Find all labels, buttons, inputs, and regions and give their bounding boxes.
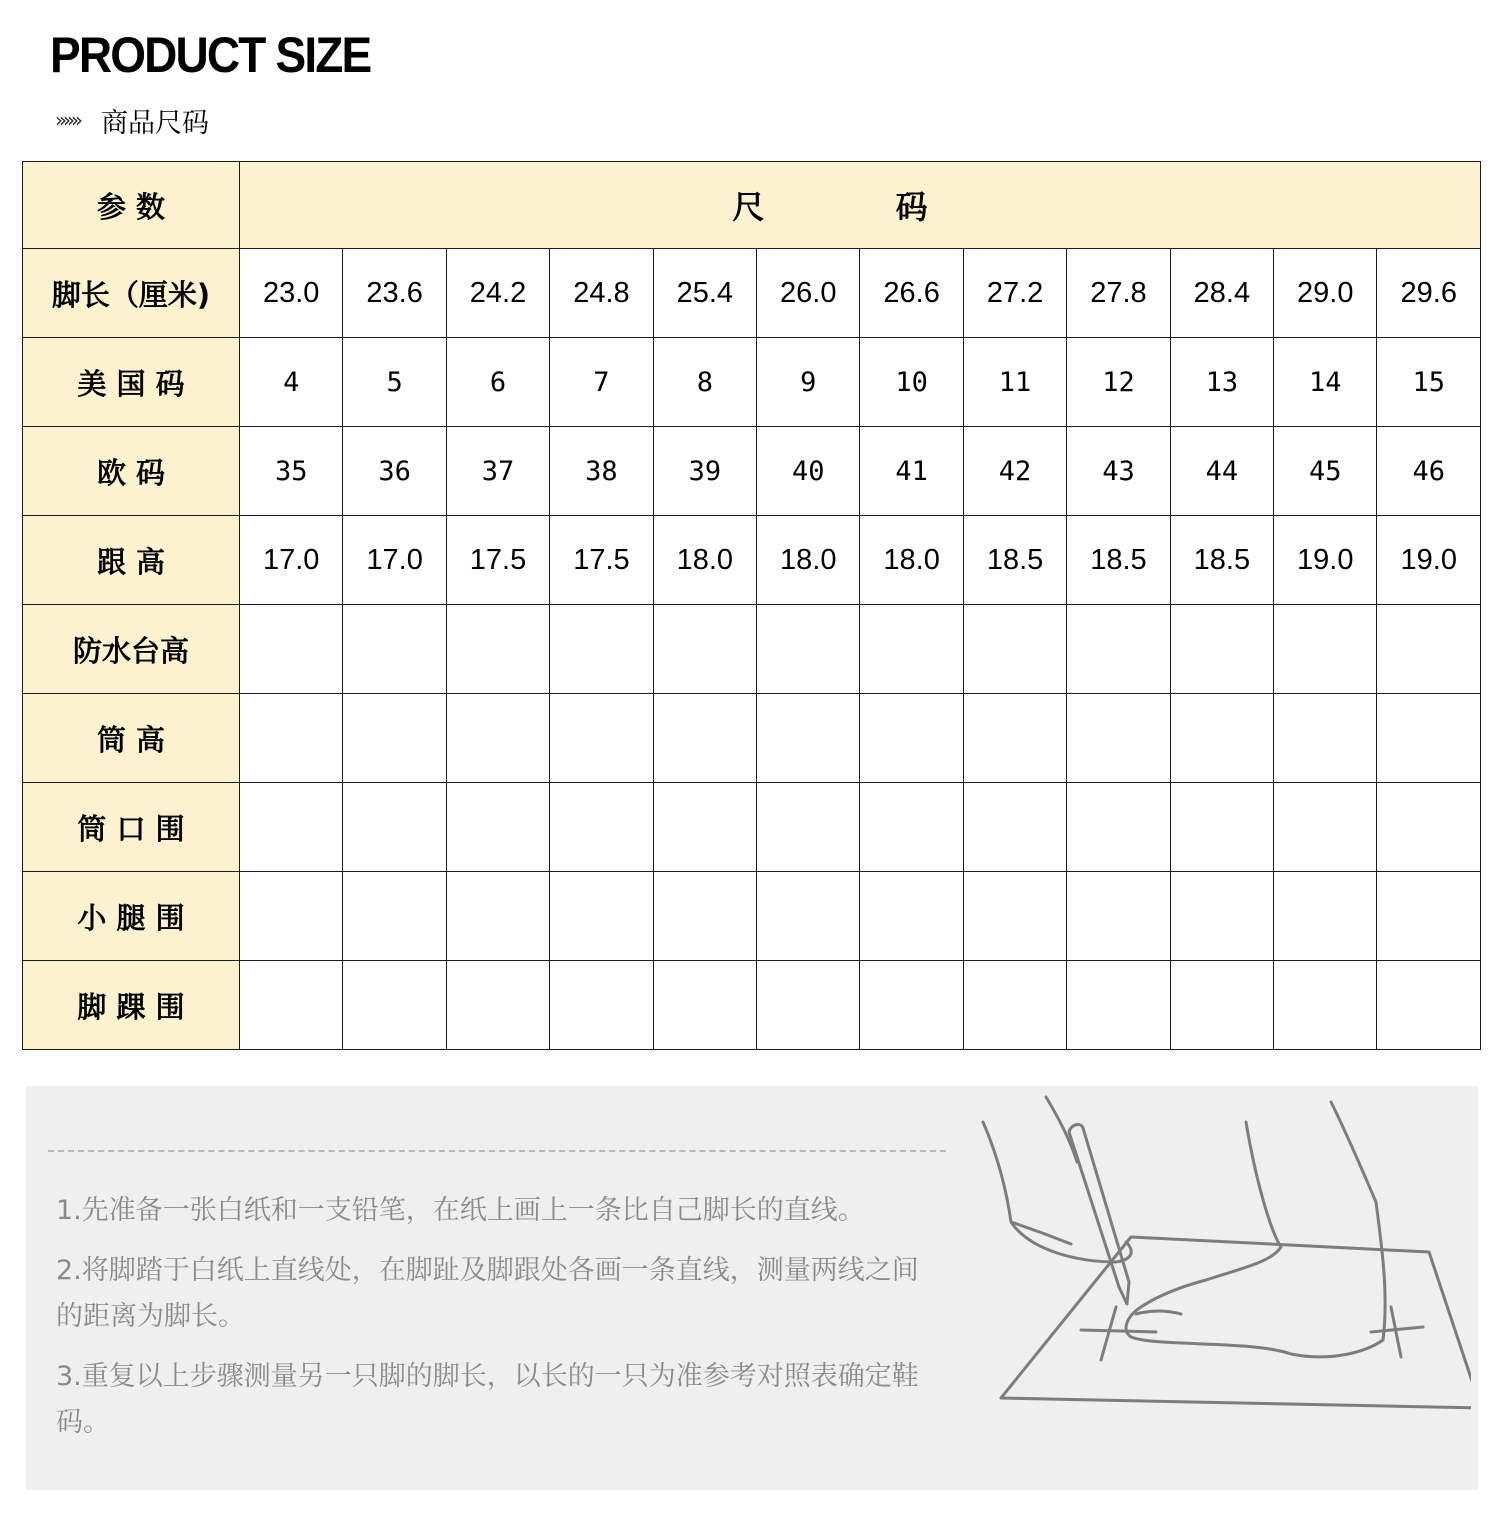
table-cell <box>1170 961 1273 1050</box>
table-row <box>23 783 1481 872</box>
table-cell: 29.0 <box>1274 249 1377 338</box>
table-cell <box>1377 694 1481 783</box>
table-cell <box>550 605 653 694</box>
table-cell: 11 <box>963 338 1066 427</box>
hand-icon <box>983 1122 1131 1262</box>
table-cell: 9 <box>757 338 860 427</box>
table-cell: 18.0 <box>653 516 756 605</box>
table-cell <box>963 694 1066 783</box>
table-row <box>23 516 1481 605</box>
table-cell: 37 <box>446 427 549 516</box>
table-cell <box>653 872 756 961</box>
param-header: 参 数 <box>23 162 240 249</box>
table-cell: 38 <box>550 427 653 516</box>
measurement-guide <box>26 1086 1478 1490</box>
table-cell: 13 <box>1170 338 1273 427</box>
table-cell <box>1067 961 1170 1050</box>
table-cell <box>1274 605 1377 694</box>
table-cell: 35 <box>240 427 343 516</box>
table-cell: 17.0 <box>240 516 343 605</box>
table-cell <box>963 783 1066 872</box>
guide-step: 2.将脚踏于白纸上直线处，在脚趾及脚跟处各画一条直线，测量两线之间的距离为脚长。 <box>56 1255 919 1332</box>
table-cell: 39 <box>653 427 756 516</box>
table-cell <box>653 961 756 1050</box>
table-cell: 18.5 <box>1067 516 1170 605</box>
table-cell: 19.0 <box>1377 516 1481 605</box>
table-cell: 17.0 <box>343 516 446 605</box>
table-cell: 29.6 <box>1377 249 1481 338</box>
row-label: 脚 踝 围 <box>23 961 240 1050</box>
table-cell <box>1377 783 1481 872</box>
table-cell <box>446 605 549 694</box>
table-cell <box>1067 605 1170 694</box>
table-cell <box>343 605 446 694</box>
table-cell: 18.5 <box>1170 516 1273 605</box>
table-cell <box>240 783 343 872</box>
table-cell: 28.4 <box>1170 249 1273 338</box>
table-cell: 4 <box>240 338 343 427</box>
table-cell: 24.8 <box>550 249 653 338</box>
size-chart-table <box>22 161 1481 1050</box>
chevrons-icon: ›››››› <box>55 108 79 132</box>
table-cell <box>860 783 963 872</box>
table-cell <box>653 783 756 872</box>
table-cell <box>1170 872 1273 961</box>
row-label: 跟 高 <box>23 516 240 605</box>
table-cell: 10 <box>860 338 963 427</box>
table-cell <box>1170 694 1273 783</box>
table-cell: 17.5 <box>446 516 549 605</box>
row-label: 脚长（厘米) <box>23 249 240 338</box>
table-row <box>23 694 1481 783</box>
table-cell <box>240 961 343 1050</box>
table-cell: 23.0 <box>240 249 343 338</box>
paper-sheet-icon <box>1001 1237 1471 1408</box>
page-title: PRODUCT SIZE <box>50 27 371 83</box>
table-cell: 17.5 <box>550 516 653 605</box>
table-cell: 46 <box>1377 427 1481 516</box>
table-row <box>23 872 1481 961</box>
subtitle-text: 商品尺码 <box>101 107 209 139</box>
table-cell <box>446 783 549 872</box>
table-cell <box>1170 783 1273 872</box>
table-header-row <box>23 162 1481 249</box>
guide-steps <box>56 1188 936 1460</box>
table-cell: 14 <box>1274 338 1377 427</box>
table-cell <box>757 872 860 961</box>
table-cell: 26.6 <box>860 249 963 338</box>
toe-line-icon <box>1081 1330 1156 1332</box>
guide-step: 1.先准备一张白纸和一支铅笔，在纸上画上一条比自己脚长的直线。 <box>56 1195 865 1226</box>
table-cell: 45 <box>1274 427 1377 516</box>
table-cell <box>653 694 756 783</box>
row-label: 小 腿 围 <box>23 872 240 961</box>
table-cell <box>1377 605 1481 694</box>
table-cell <box>446 872 549 961</box>
table-cell <box>860 694 963 783</box>
subtitle <box>55 100 209 140</box>
table-cell <box>550 961 653 1050</box>
table-cell: 8 <box>653 338 756 427</box>
table-cell: 43 <box>1067 427 1170 516</box>
table-cell: 41 <box>860 427 963 516</box>
table-cell <box>963 961 1066 1050</box>
row-label: 欧 码 <box>23 427 240 516</box>
table-cell <box>1067 783 1170 872</box>
table-cell <box>1377 872 1481 961</box>
table-cell <box>860 605 963 694</box>
table-cell <box>963 605 1066 694</box>
table-cell <box>343 872 446 961</box>
table-cell <box>550 694 653 783</box>
table-row <box>23 605 1481 694</box>
dashed-divider <box>48 1150 946 1152</box>
table-cell <box>757 694 860 783</box>
table-cell <box>1274 872 1377 961</box>
table-cell <box>1067 694 1170 783</box>
table-cell <box>963 872 1066 961</box>
table-cell <box>446 961 549 1050</box>
size-header: 尺 码 <box>240 162 1481 249</box>
table-cell: 18.0 <box>757 516 860 605</box>
table-cell: 40 <box>757 427 860 516</box>
guide-step: 3.重复以上步骤测量另一只脚的脚长，以长的一只为准参考对照表确定鞋码。 <box>56 1361 919 1438</box>
table-cell <box>1274 961 1377 1050</box>
table-cell <box>757 783 860 872</box>
table-cell <box>343 783 446 872</box>
table-cell: 15 <box>1377 338 1481 427</box>
row-label: 筒 口 围 <box>23 783 240 872</box>
table-cell <box>1067 872 1170 961</box>
table-cell <box>860 872 963 961</box>
table-cell <box>240 694 343 783</box>
table-cell: 7 <box>550 338 653 427</box>
table-cell <box>757 605 860 694</box>
row-label: 筒 高 <box>23 694 240 783</box>
table-cell: 36 <box>343 427 446 516</box>
table-cell <box>1377 961 1481 1050</box>
table-cell <box>240 605 343 694</box>
foot-outline-icon <box>1126 1102 1385 1357</box>
table-cell <box>550 783 653 872</box>
table-cell: 12 <box>1067 338 1170 427</box>
table-cell: 18.0 <box>860 516 963 605</box>
table-row <box>23 427 1481 516</box>
table-cell <box>446 694 549 783</box>
table-cell <box>240 872 343 961</box>
table-row <box>23 338 1481 427</box>
table-cell: 23.6 <box>343 249 446 338</box>
table-row <box>23 961 1481 1050</box>
table-cell <box>343 961 446 1050</box>
table-cell <box>653 605 756 694</box>
table-cell <box>1274 783 1377 872</box>
table-cell: 5 <box>343 338 446 427</box>
table-cell <box>343 694 446 783</box>
table-cell: 24.2 <box>446 249 549 338</box>
table-cell <box>860 961 963 1050</box>
table-cell <box>1274 694 1377 783</box>
table-cell: 26.0 <box>757 249 860 338</box>
table-cell: 18.5 <box>963 516 1066 605</box>
table-cell: 19.0 <box>1274 516 1377 605</box>
table-cell: 27.2 <box>963 249 1066 338</box>
row-label: 防水台高 <box>23 605 240 694</box>
foot-measuring-illustration-icon <box>951 1092 1471 1482</box>
table-cell: 6 <box>446 338 549 427</box>
table-cell: 25.4 <box>653 249 756 338</box>
table-cell: 42 <box>963 427 1066 516</box>
table-row <box>23 249 1481 338</box>
table-cell: 27.8 <box>1067 249 1170 338</box>
row-label: 美 国 码 <box>23 338 240 427</box>
table-cell: 44 <box>1170 427 1273 516</box>
table-cell <box>1170 605 1273 694</box>
table-cell <box>550 872 653 961</box>
table-cell <box>757 961 860 1050</box>
